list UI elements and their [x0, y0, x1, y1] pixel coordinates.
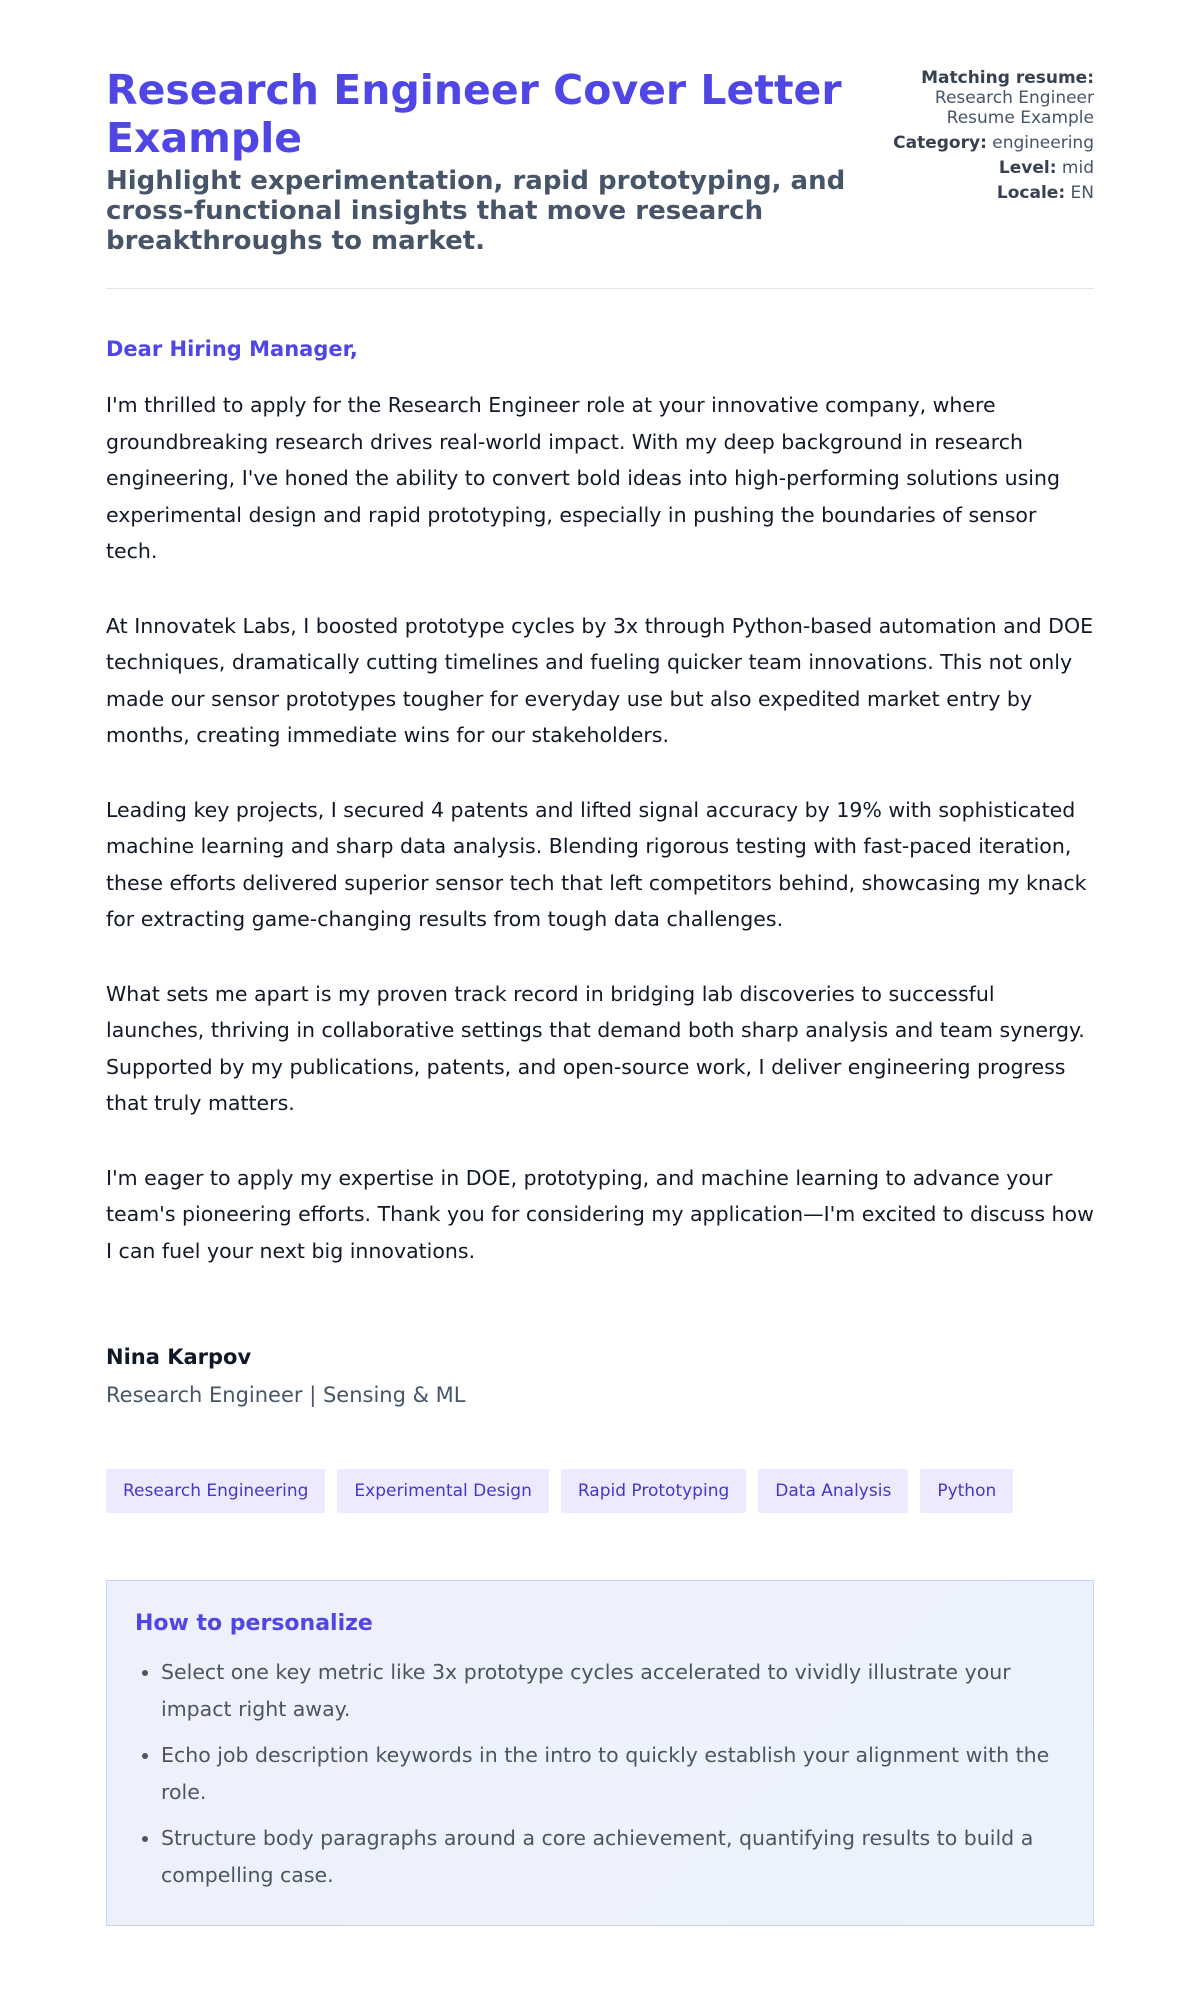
tips-list [135, 1654, 1065, 1894]
title-block [106, 66, 864, 256]
letter-paragraph: Leading key projects, I secured 4 patents and lifted signal accuracy by 19% with sophisticated machine learning and sharp data analysis. Blending rigorous testing with fast-paced iteration, these efforts delivered superior sensor tech that left competitors behind, showcasing my knack for extracting game-changing results from tough data challenges. [106, 797, 1087, 931]
meta-category-label: Category: [893, 133, 987, 153]
meta-level [864, 158, 1094, 178]
tip-item: • Echo job description keywords in the intro to quickly establish your alignment with the role. [161, 1737, 1065, 1811]
skill-tags [106, 1469, 1094, 1513]
cover-letter-page [106, 0, 1094, 1926]
meta-locale-label: Locale: [996, 183, 1066, 203]
meta-category-value: engineering [992, 133, 1094, 153]
meta-level-label: Level: [998, 158, 1057, 178]
meta-level-value: mid [1061, 158, 1094, 178]
letter-paragraph: I'm eager to apply my expertise in DOE, prototyping, and machine learning to advance your team's pioneering efforts. Thank you for considering my application—I'm excited to discuss how I can fuel your next big innovations. [106, 1165, 1094, 1263]
letter-paragraph: What sets me apart is my proven track record in bridging lab discoveries to successful launches, thriving in collaborative settings that demand both sharp analysis and team synergy. Supported by my publications, patents, and open-source work, I deliver engineering progress that truly matters. [106, 981, 1085, 1115]
page-subtitle: Highlight experimentation, rapid prototyping, and cross-functional insights that move research breakthroughs to market. [106, 166, 846, 256]
meta-matching-label: Matching resume: [921, 68, 1094, 88]
meta-category [864, 133, 1094, 153]
page-title: Research Engineer Cover Letter Example [106, 66, 842, 162]
tips-title: How to personalize [135, 1611, 373, 1636]
page-header [106, 66, 1094, 289]
meta-matching-value-line1: Research Engineer [934, 88, 1094, 108]
letter-body [106, 289, 1094, 1269]
personalize-tips [106, 1580, 1094, 1926]
signature-name: Nina Karpov [106, 1345, 252, 1369]
tip-item: • Structure body paragraphs around a core achievement, quantifying results to build a compelling case. [161, 1820, 1065, 1894]
meta-matching-value-line2: Resume Example [946, 108, 1094, 128]
letter-paragraph: I'm thrilled to apply for the Research Engineer role at your innovative company, where groundbreaking research drives real-world impact. With my deep background in research engineering, I've honed the ability to convert bold ideas into high-performing solutions using experimental design and rapid prototyping, especially in pushing the boundaries of sensor tech. [106, 393, 1060, 563]
skill-tag: Python [920, 1469, 1013, 1513]
signature-title: Research Engineer | Sensing & ML [106, 1383, 466, 1407]
skill-tag: Experimental Design [337, 1469, 548, 1513]
skill-tag: Research Engineering [106, 1469, 325, 1513]
resume-meta [864, 66, 1094, 208]
tip-item: • Select one key metric like 3x prototype cycles accelerated to vividly illustrate your impact right away. [161, 1654, 1065, 1728]
meta-locale [864, 183, 1094, 203]
signature-block [106, 1345, 1094, 1407]
skill-tag: Rapid Prototyping [561, 1469, 746, 1513]
meta-matching-resume [864, 68, 1094, 128]
salutation: Dear Hiring Manager, [106, 337, 358, 361]
letter-paragraph: At Innovatek Labs, I boosted prototype cycles by 3x through Python-based automation and DOE techniques, dramatically cutting timelines and fueling quicker team innovations. This not only made our sensor prototypes tougher for everyday use but also expedited market entry by months, creating immediate wins for our stakeholders. [106, 613, 1094, 747]
skill-tag: Data Analysis [758, 1469, 908, 1513]
meta-locale-value: EN [1070, 183, 1094, 203]
